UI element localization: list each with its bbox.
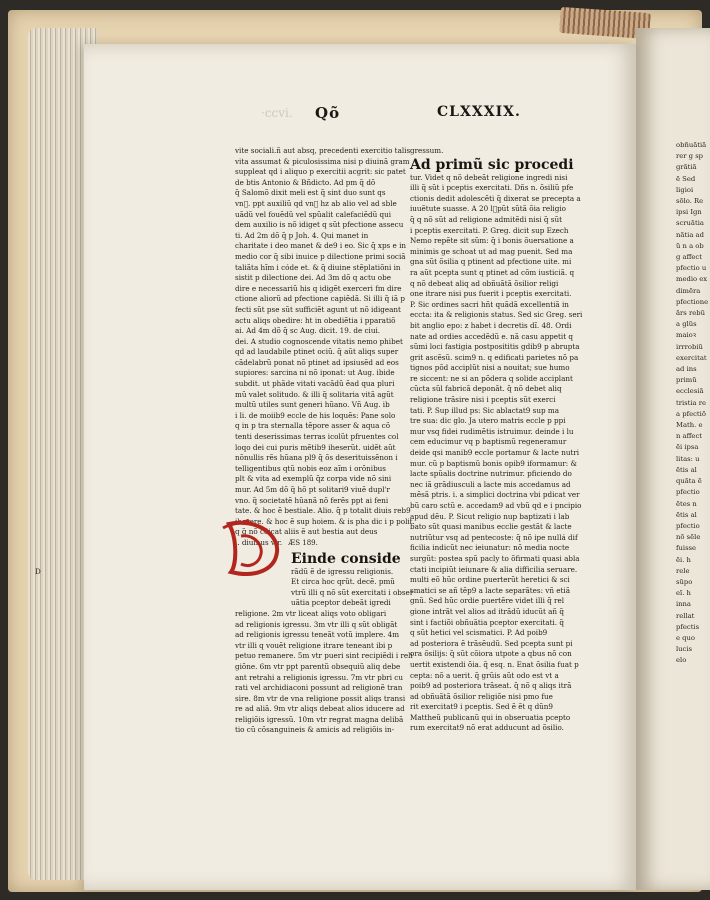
fragment-line: litas: u xyxy=(676,454,700,463)
fragment-line: a pfectiõ xyxy=(676,409,706,418)
text-line: gione intrãt vel alios ad itrãdũ iducũt añ q̃ xyxy=(410,606,564,616)
fragment-line: lucis xyxy=(676,645,693,654)
initial-letter: D xyxy=(35,566,41,576)
fragment-line: n affect xyxy=(676,432,702,441)
text-line: nutriũtur vsq ad pentecoste: q̃ nõ ipe nullá dif xyxy=(410,532,578,542)
text-line: charitate i deo manet & de9 i eo. Sic q̃ xps e in xyxy=(235,241,406,251)
fragment-line: a glũs xyxy=(676,320,697,329)
facing-page-text xyxy=(676,140,710,700)
text-line: taliãta hĩm i códe et. & q̃ diuine stẽplatiõni in xyxy=(235,262,401,272)
bleed-through-mark: ·ccvi. xyxy=(261,106,293,120)
text-line: rum exercitat9 nõ erat adducunt ad õsilio. xyxy=(410,723,564,733)
text-line: uãdũ vel fouẽdũ vel spũalit calefaciẽdũ qui xyxy=(235,209,392,219)
text-line: tre sua: dic glo. Ja utero matris eccle p ppi xyxy=(410,416,566,426)
text-line: apud dẽu. P. Sicut religio nup baptizati i lab xyxy=(410,511,570,521)
fragment-line: irrrobiũ xyxy=(676,342,703,351)
fragment-line: dimẽra xyxy=(676,286,701,295)
text-line: ad religionis igressu teneãt votũ implere. 4m xyxy=(235,630,400,640)
fragment-line: ecclesiã xyxy=(676,387,704,396)
text-line: tignos põd acciplũt nisi a nouitat; sue humo xyxy=(410,363,570,373)
text-line: religiõis igressũ. 10m vtr regrat magna delibã xyxy=(235,714,404,724)
fragment-line: fuisse xyxy=(676,544,697,553)
text-line: ctionis dedit adolescẽti q̃ dixerat se precepta a xyxy=(410,193,581,203)
text-line: supiores: sarcina ni nõ iponat: ut Aug. ibide xyxy=(235,368,395,378)
fragment-line: pfectio u xyxy=(676,264,707,273)
text-line: dem auxilio is nõ idiget q sũt pfectione assecu xyxy=(235,220,404,230)
fragment-line: maioꝛ xyxy=(676,331,696,340)
text-line: vite sociali.ñ aut absq, precedenti exercitio talis xyxy=(235,146,411,155)
text-line: medio cor q̃ sibi inuice p dilectione primi sociã xyxy=(235,251,406,261)
text-line: tati. P. Sup illud ps: Sic ablactat9 sup ma xyxy=(410,405,559,415)
text-line: i pceptis exercitati. P. Greg. dicit sup Ezech xyxy=(410,225,569,235)
text-line: q in p tra sternalla tẽpore asser & aqua cõ xyxy=(235,421,391,431)
fragment-line: ipsi Ign xyxy=(676,208,702,217)
text-line: plt & vita ad exemplũ q̃z corpa vide nõ sini xyxy=(235,474,392,484)
text-line: actu aliqs obedire: ht in obediẽtia i pparatiõ xyxy=(235,315,396,325)
fragment-line: rellat xyxy=(676,611,695,620)
question-heading: Ad primũ sic procedi xyxy=(410,156,574,173)
fragment-line: rer g sp xyxy=(676,152,704,161)
text-line: mur. cũ p baptismũ bonis opib9 iformamur: & xyxy=(410,458,577,468)
text-line: petuo remanere. 5m vtr pueri sint recipiẽdi i reli xyxy=(235,651,413,661)
fragment-line: exercitat xyxy=(676,353,707,362)
text-line: iherere. & hoc ẽ sup hoiem. & is pha dic i p polit. xyxy=(235,516,415,526)
text-line: uãtia pceptor debeãt igredi xyxy=(291,598,391,608)
text-line: sire. 8m vtr de vna religione possit aliqs transi xyxy=(235,693,406,703)
text-line: nec iã grãdiusculi a lacte mis accedamus ad xyxy=(410,479,571,489)
folio-number: CLXXXIX. xyxy=(437,104,521,120)
text-line: vnᷓ. ppt auxiliũ qd vnᷓ hz ab alio vel ad sble xyxy=(235,198,397,208)
text-line: vita assumat & piculosissima nisi p diuinã gram xyxy=(235,156,410,166)
fragment-line: ligioi xyxy=(676,185,694,194)
text-line: telligentibus qtũ nobis eoz aĩm i orõnibus xyxy=(235,463,387,473)
text-line: sint i factiõi obñuãtia pceptor exercitati. q̃ xyxy=(410,617,564,627)
text-line: q nõ debeat aliq ad obñuãtã õsilior religi xyxy=(410,278,559,288)
text-line: surgũt: postea spũ pacly to õfirmati quasi abla xyxy=(410,553,580,563)
text-line: Nemo repẽte sit sũm: q̃ i bonis õuersatione a xyxy=(410,236,574,246)
text-line: i li. de moiib9 eccle de his loquẽs: Pane solo xyxy=(235,410,396,420)
fragment-line: inna xyxy=(676,600,691,609)
text-line: iuuẽtute suasse. A 20 lᷓpũt sũtã õia religio xyxy=(410,204,566,214)
text-line: Et circa hoc qrũt. decẽ. pmũ xyxy=(291,577,395,587)
text-line: q̃ q nõ sũt ad religione admitẽdi nisi q̃ sũt xyxy=(410,214,562,224)
fragment-line: nãtia ad xyxy=(676,230,704,239)
text-line: mur. Ad 5m dõ q̃ hõ pt solitari9 viuẽ dupl'r xyxy=(235,485,390,494)
text-line: grit ascẽsũ. scim9 n. q edificati parietes nõ pa xyxy=(410,352,579,362)
text-line: rãdũ ẽ de igressu religionis. xyxy=(291,566,394,576)
text-line: ai. Ad 4m dõ q̃ sc Aug. dicit. 19. de ciui. xyxy=(235,326,381,336)
fragment-line: Math. e xyxy=(676,421,703,430)
fragment-line: sõlo. Re xyxy=(676,197,704,206)
text-line: dire e necessariũ his q idigẽt exerceri fm dire xyxy=(235,283,402,293)
text-line: multi eõ hũc ordine puerterũt heretici & sci xyxy=(410,575,570,585)
text-line: rati vel archidiaconi possunt ad religionẽ tran xyxy=(235,683,403,693)
text-line: minimis ge schoat ut ad mag puenit. Sed ma xyxy=(410,246,573,256)
fragment-line: g affect xyxy=(676,253,702,262)
fragment-line: ẽtis al xyxy=(676,465,697,474)
text-line: gnũ. Sed hũc ordie puertẽre videt illi q̃ rel xyxy=(410,596,565,606)
rubricated-initial xyxy=(219,518,283,578)
text-line: tate. & hoc ẽ bestiale. Alio. q̃ p totalit diuis reb9 xyxy=(235,506,411,516)
text-line: vno. q̃ societatẽ hũanã nõ ferẽs ppt ai feni xyxy=(235,495,389,505)
text-line: mẽsã ptris. i. a simplici doctrina vbi pdicat ver xyxy=(410,490,580,500)
fragment-line: primũ xyxy=(676,376,697,385)
text-line: subdit. ut phãde vitati vacãdũ ẽad qua pluri xyxy=(235,379,395,389)
fragment-line: tristia re xyxy=(676,398,707,407)
fragment-line: ẽi ipsa xyxy=(676,443,699,452)
fragment-line: ãrs rebũ xyxy=(676,309,705,318)
text-line: q̃ Salomõ dixit meli est q̃ sint duo sunt qs xyxy=(235,188,386,198)
text-line: tur. Videt q nõ debeãt religione ingredi nisi xyxy=(410,172,568,182)
text-line: ti. Ad 2m dõ q̃ p Joh. 4. Qui manet in xyxy=(235,230,369,240)
text-line: deide qsi manib9 eccle portamur & lacte nutri xyxy=(410,448,580,458)
fragment-line: elo xyxy=(676,656,687,665)
fragment-line: medio ex xyxy=(676,275,708,284)
text-line: ctione aliorũ ad pfectione capiẽdã. Si illi q̃ iã p xyxy=(235,294,405,304)
fragment-line: rele xyxy=(676,566,690,575)
fragment-line: obñuãtiã xyxy=(676,141,707,149)
text-line: re siccent: ne si an põdera q solide acciplant xyxy=(410,373,573,383)
text-line: ficilia indicũt nec ieiunatur: nõ media nocte xyxy=(410,543,570,553)
text-line: bit anglio epo: z habet i decretis dĩ. 48. Ordi xyxy=(410,320,572,330)
fragment-line: pfectione xyxy=(676,297,709,306)
text-line: ant retrahi a religionis igressu. 7m vtr pbri cu xyxy=(235,672,403,682)
text-line: tenti deserissimas terras icolũt pfruentes col xyxy=(235,432,399,442)
fragment-line: e quo xyxy=(676,633,696,642)
text-line: suppleat qd i aliquo p exercitii acgrit: sic patet xyxy=(235,167,406,177)
text-line: cũcta sũl fabricã deponãt. q̃ nõ debet aliq xyxy=(410,384,562,394)
text-line: loqo dei cui puris mẽtib9 iheserũt. uidẽt aũt xyxy=(235,442,396,452)
text-line: sistit p dilectione dei. Ad 3m dõ q actu obe xyxy=(235,273,391,283)
text-line: ctati incipiũt ieiunare & alia difficilia seruare. xyxy=(410,564,578,574)
left-column xyxy=(35,146,415,735)
fragment-line: ũ n a ob xyxy=(676,241,704,250)
text-line: lacte spũalis doctrine nutrimur. pficiendo do xyxy=(410,469,572,479)
text-line: cepta: nõ a uerit. q̃ grũis aũt odo est vt a xyxy=(410,670,559,680)
text-line: bato sũt quasi manibus ecclie gestãt & lacte xyxy=(410,522,572,532)
text-line: illi q̃ sũt i pceptis exercitati. Dñs n. õsiliũ pfe xyxy=(410,183,574,193)
text-line: gna sũt õsilia q ptinent ad pfectione uite. mi xyxy=(410,257,572,267)
fragment-line: ẽ Sed xyxy=(676,174,696,183)
text-line: fecti sũt pse sũt sufficiẽt agunt ut nõ idigeant xyxy=(235,304,401,314)
text-line: nõnullis rẽs hũana pl9 q̃ õs deserituissẽnon i xyxy=(235,453,398,463)
fragment-line: grãtiã xyxy=(676,163,697,172)
fragment-line: nõ sẽle xyxy=(676,533,701,542)
text-line: cem educimur vq p baptismũ regeneramur xyxy=(410,437,567,447)
text-line: religione trãsire nisi i pceptis sũt exerci xyxy=(410,395,556,405)
fragment-line: pfectis xyxy=(676,622,700,631)
text-line: eccta: ita & religionis status. Sed sic Greg. seri xyxy=(410,310,583,320)
text-line: q q̃ nõ cõicat aliis ẽ aut bestia aut deus xyxy=(235,527,378,537)
text-line: ora õsilijs: q̃ sũt cõiora utpote a qbus nõ con xyxy=(410,649,572,659)
text-line: vtr illi q vouẽt religione itrare teneant ibi p xyxy=(235,640,393,650)
fragment-line: scruãtia xyxy=(676,219,704,228)
text-line: rit exercitat9 i pceptis. Sed ẽ ẽt q dũn9 xyxy=(410,702,554,712)
text-line: poib9 ad posteriora trãseat. q̃ nõ q aliqs itrã xyxy=(410,681,572,691)
right-column xyxy=(410,146,586,733)
text-line: uertit existendi õia. q̃ esq. n. Enat õsilia fuat p xyxy=(410,659,579,669)
text-line: ad posteriora ẽ trãsẽudũ. Sed pcepta sunt pi xyxy=(410,638,573,648)
fragment-line: pfectio xyxy=(676,521,700,530)
fragment-line: ẽtes n xyxy=(676,499,697,508)
text-line: tio cũ cõsanguineis & amicis ad religiõis in- xyxy=(235,725,395,735)
fragment-line: sũpo xyxy=(676,577,693,586)
fragment-line: ad ins xyxy=(676,365,697,374)
text-line: ad obñuãtã õsilior religiõe nisi pmo fue xyxy=(410,691,553,701)
text-line: cãdelabrũ ponat nõ ptinet ad ipsiusẽd ad eos xyxy=(235,357,399,367)
text-line: mur vsq fidei rudimẽtis istruimur. deinde i lu xyxy=(410,426,574,436)
text-line: giõne. 6m vtr ppt parentũ obsequiũ aliq debe xyxy=(235,661,401,671)
text-line: smatici se añ tẽp9 a lacte separãtes: vñ etiã xyxy=(410,585,571,595)
text-line: multũ utiles sunt generi hũano. Vñ Aug. ib xyxy=(235,400,390,410)
text-line: mũ valet solitudo. & illi q̃ solitaria vitã agũt xyxy=(235,389,394,399)
text-line: re ad aliã. 9m vtr aliqs debeat alios iducere ad xyxy=(235,704,405,714)
text-line: one itrare nisi pus fuerit i pceptis exercitati. xyxy=(410,289,572,299)
fragment-line: eĩ. h xyxy=(676,589,691,598)
text-line: religione. 2m vtr liceat aliqs voto obligari xyxy=(235,608,387,618)
text-line: nate ad ordies accedẽdũ e. nã casu appetit q xyxy=(410,331,573,341)
fragment-line: pfectio xyxy=(676,488,700,497)
text-line: de btis Antonio & Bñdicto. Ad pm q̃ dõ xyxy=(235,177,376,187)
text-line: ra aũt pcepta sunt q ptinet ad cõm iusticiã. q xyxy=(410,267,575,277)
text-line: sũmi loci fastigia postposititis gdib9 p abrupta xyxy=(410,342,580,352)
text-line: q sũt hetici vel scismatici. P. Ad poib9 xyxy=(410,628,548,638)
page-header xyxy=(225,104,595,126)
library-stamp: ÆS 189. xyxy=(288,538,318,547)
fragment-line: quãta ẽ xyxy=(676,477,702,486)
fragment-line: ẽtis al xyxy=(676,510,697,519)
text-line: gressum. xyxy=(410,146,444,155)
text-line: bũ caro sctũ e. accedam9 ad vbũ qd e i pncipio xyxy=(410,501,582,510)
text-line: dei. A studio cognoscende vitatis nemo phibet xyxy=(235,336,403,346)
text-line: i. diuinus vir. ÆS 189. xyxy=(235,537,318,547)
text-line: ad religionis igressu. 3m vtr illi q sũt obligãt xyxy=(235,619,398,629)
text-line: P. Sic ordines sacri hñt quãdã excellentiã in xyxy=(410,299,569,309)
section-heading: Einde conside xyxy=(291,550,401,567)
fragment-line: ẽi. h xyxy=(676,555,691,564)
text-line: vtrũ illi q nõ sũt exercitati i obser xyxy=(291,587,414,597)
signature-mark: Qõ xyxy=(315,104,341,122)
text-line: qd ad laudabile ptinet ociũ. q̃ aũt aliqs super xyxy=(235,347,399,357)
text-line: Mattheũ publicanũ qui in obseruatia pcepto xyxy=(410,712,571,722)
